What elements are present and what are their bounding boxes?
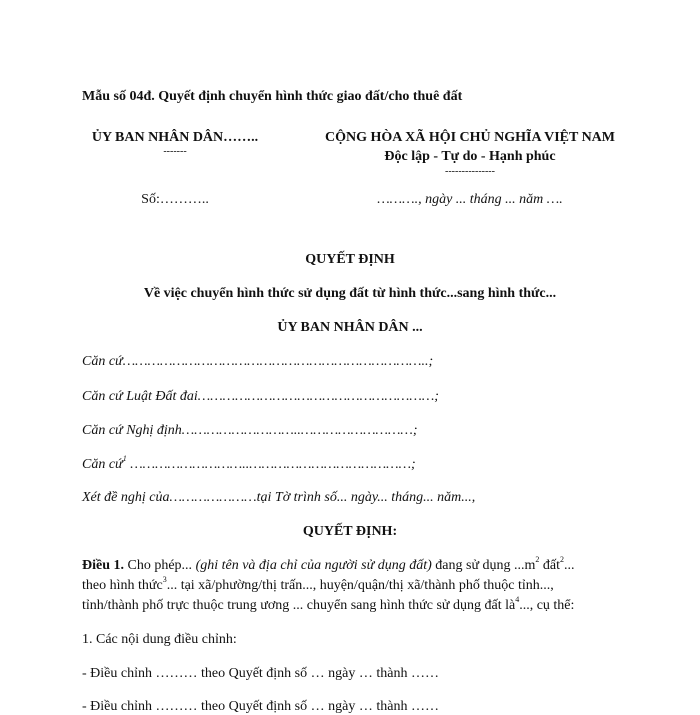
authority-heading: ỦY BAN NHÂN DÂN ... [277, 320, 423, 335]
sup-m2: 2 [535, 555, 540, 565]
form-title: Mẫu số 04đ. Quyết định chuyển hình thức giao đất/cho thuê đất [82, 89, 463, 104]
authority-rule: ------- [163, 146, 187, 157]
legal-basis-4-lead: Căn cứ [82, 457, 123, 472]
article-1-text-b: đang sử dụng ...m [431, 558, 536, 573]
decision-title: QUYẾT ĐỊNH [305, 252, 395, 267]
proposal-rest: tại Tờ trình số... ngày... tháng... năm..., [256, 490, 476, 505]
issuing-authority: ỦY BAN NHÂN DÂN…….. [91, 130, 259, 145]
article-1-text-a: Cho phép... [124, 558, 196, 573]
article-1-line-3-a: tỉnh/thành phố trực thuộc trung ương ... chuyển sang hình thức sử dụng đất là [82, 598, 516, 613]
article-1-line-2-b: ... tại xã/phường/thị trấn..., huyện/quận/thị xã/thành phố thuộc tỉnh..., [166, 578, 554, 593]
footnote-ref-3: 3 [162, 575, 167, 585]
footnote-ref-2: 2 [560, 555, 565, 565]
item-adjustment-2: - Điều chỉnh ……… theo Quyết định số … ngày … thành …… [82, 699, 439, 714]
article-1-placeholder: (ghi tên và địa chỉ của người sử dụng đất) [195, 558, 432, 573]
legal-basis-decree: Căn cứ Nghị định………………………..………………………; [82, 423, 418, 438]
article-1-line-2 [82, 575, 554, 594]
item-adjustment-1: - Điều chỉnh ……… theo Quyết định số … ngày … thành …… [82, 666, 439, 681]
item-adjustments-heading: 1. Các nội dung điều chỉnh: [82, 632, 237, 647]
decision-subject: Về việc chuyển hình thức sử dụng đất từ hình thức...sang hình thức... [143, 286, 557, 301]
article-1-line-3-b: ..., cụ thể: [519, 598, 575, 613]
legal-basis-1: Căn cứ………………………………………………………………..; [82, 354, 434, 369]
article-1-label: Điều 1. [82, 558, 124, 573]
article-1-line-1 [82, 555, 575, 574]
national-title: CỘNG HÒA XÃ HỘI CHỦ NGHĨA VIỆT NAM [324, 130, 615, 145]
proposal-lead: Xét đề nghị của………………… [82, 490, 257, 505]
article-1-text-d: ... [564, 558, 575, 573]
national-motto: Độc lập - Tự do - Hạnh phúc [384, 149, 556, 164]
article-1-line-2-a: theo hình thức [82, 578, 163, 593]
article-1-line-3 [82, 595, 575, 614]
legal-basis-4-text: ………………………..…………………………………; [126, 457, 416, 472]
motto-rule: --------------- [445, 166, 495, 177]
article-1-text-c: đất [539, 558, 561, 573]
footnote-ref-4: 4 [515, 595, 520, 605]
decision-heading: QUYẾT ĐỊNH: [302, 524, 398, 539]
proposal-line [82, 490, 475, 506]
legal-basis-4 [82, 454, 416, 473]
document-number: Số:……….. [141, 192, 209, 207]
footnote-ref-1: 1 [122, 454, 127, 464]
legal-basis-land-law: Căn cứ Luật Đất đai…………………………………………………; [82, 389, 439, 404]
document-date: ………., ngày ... tháng ... năm …. [377, 192, 563, 207]
